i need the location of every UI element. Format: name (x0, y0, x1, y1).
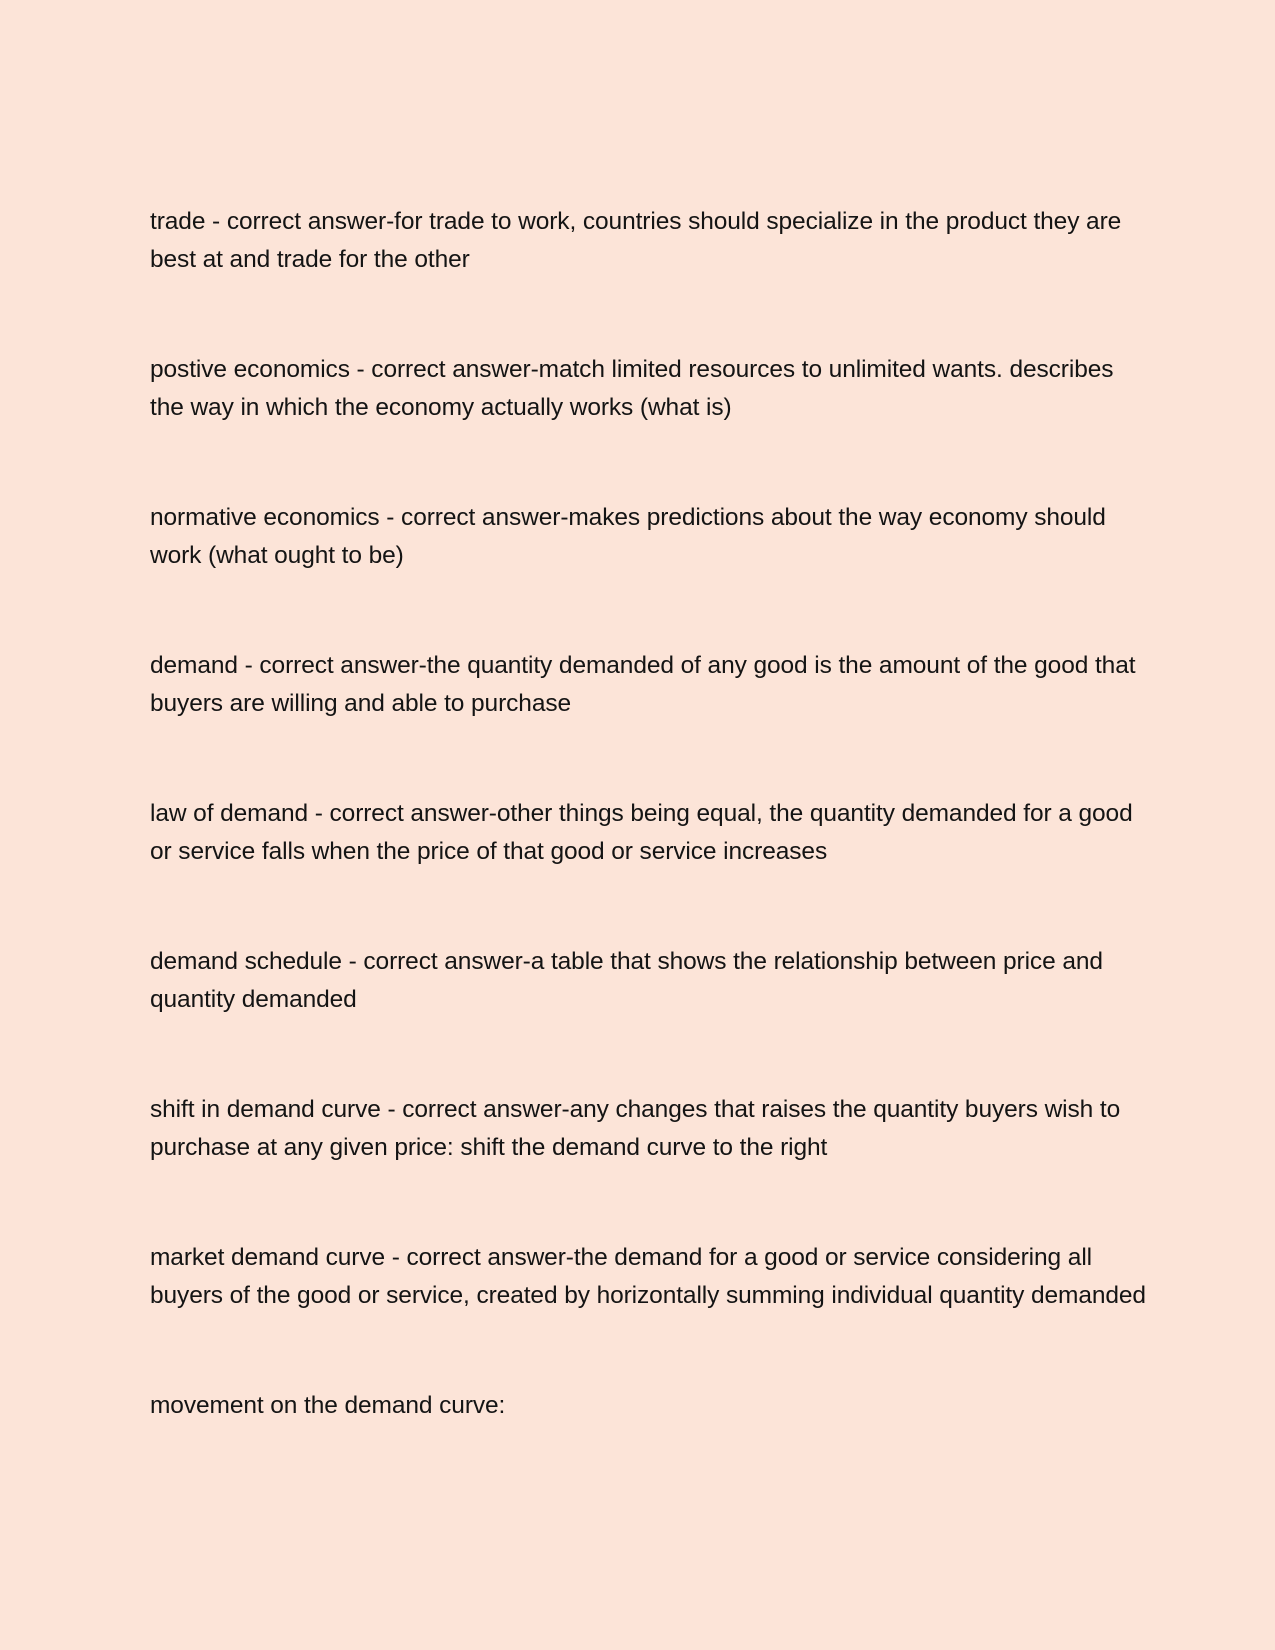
term-normative-economics: normative economics - correct answer-makes predictions about the way economy should work (what ought to be) (150, 504, 1106, 569)
term-shift-in-demand-curve: shift in demand curve - correct answer-any changes that raises the quantity buyers wish to purchase at any given price: shift the demand curve to the right (150, 1096, 1121, 1161)
term-market-demand-curve: market demand curve - correct answer-the demand for a good or service considering all buyers of the good or service, created by horizontally summing individual quantity demanded (150, 1244, 1146, 1309)
term-law-of-demand: law of demand - correct answer-other things being equal, the quantity demanded for a good or service falls when the price of that good or service increases (150, 800, 1133, 865)
term-movement-on-demand-curve: movement on the demand curve: (150, 1392, 506, 1419)
document-page (150, 203, 1150, 1497)
term-trade: trade - correct answer-for trade to work, countries should specialize in the product they are best at and trade for the other (150, 208, 1122, 273)
term-demand-schedule: demand schedule - correct answer-a table that shows the relationship between price and quantity demanded (150, 948, 1103, 1013)
term-demand: demand - correct answer-the quantity demanded of any good is the amount of the good that buyers are willing and able to purchase (150, 652, 1136, 717)
term-positive-economics: postive economics - correct answer-match limited resources to unlimited wants. describes the way in which the economy actually works (what is) (150, 356, 1114, 421)
